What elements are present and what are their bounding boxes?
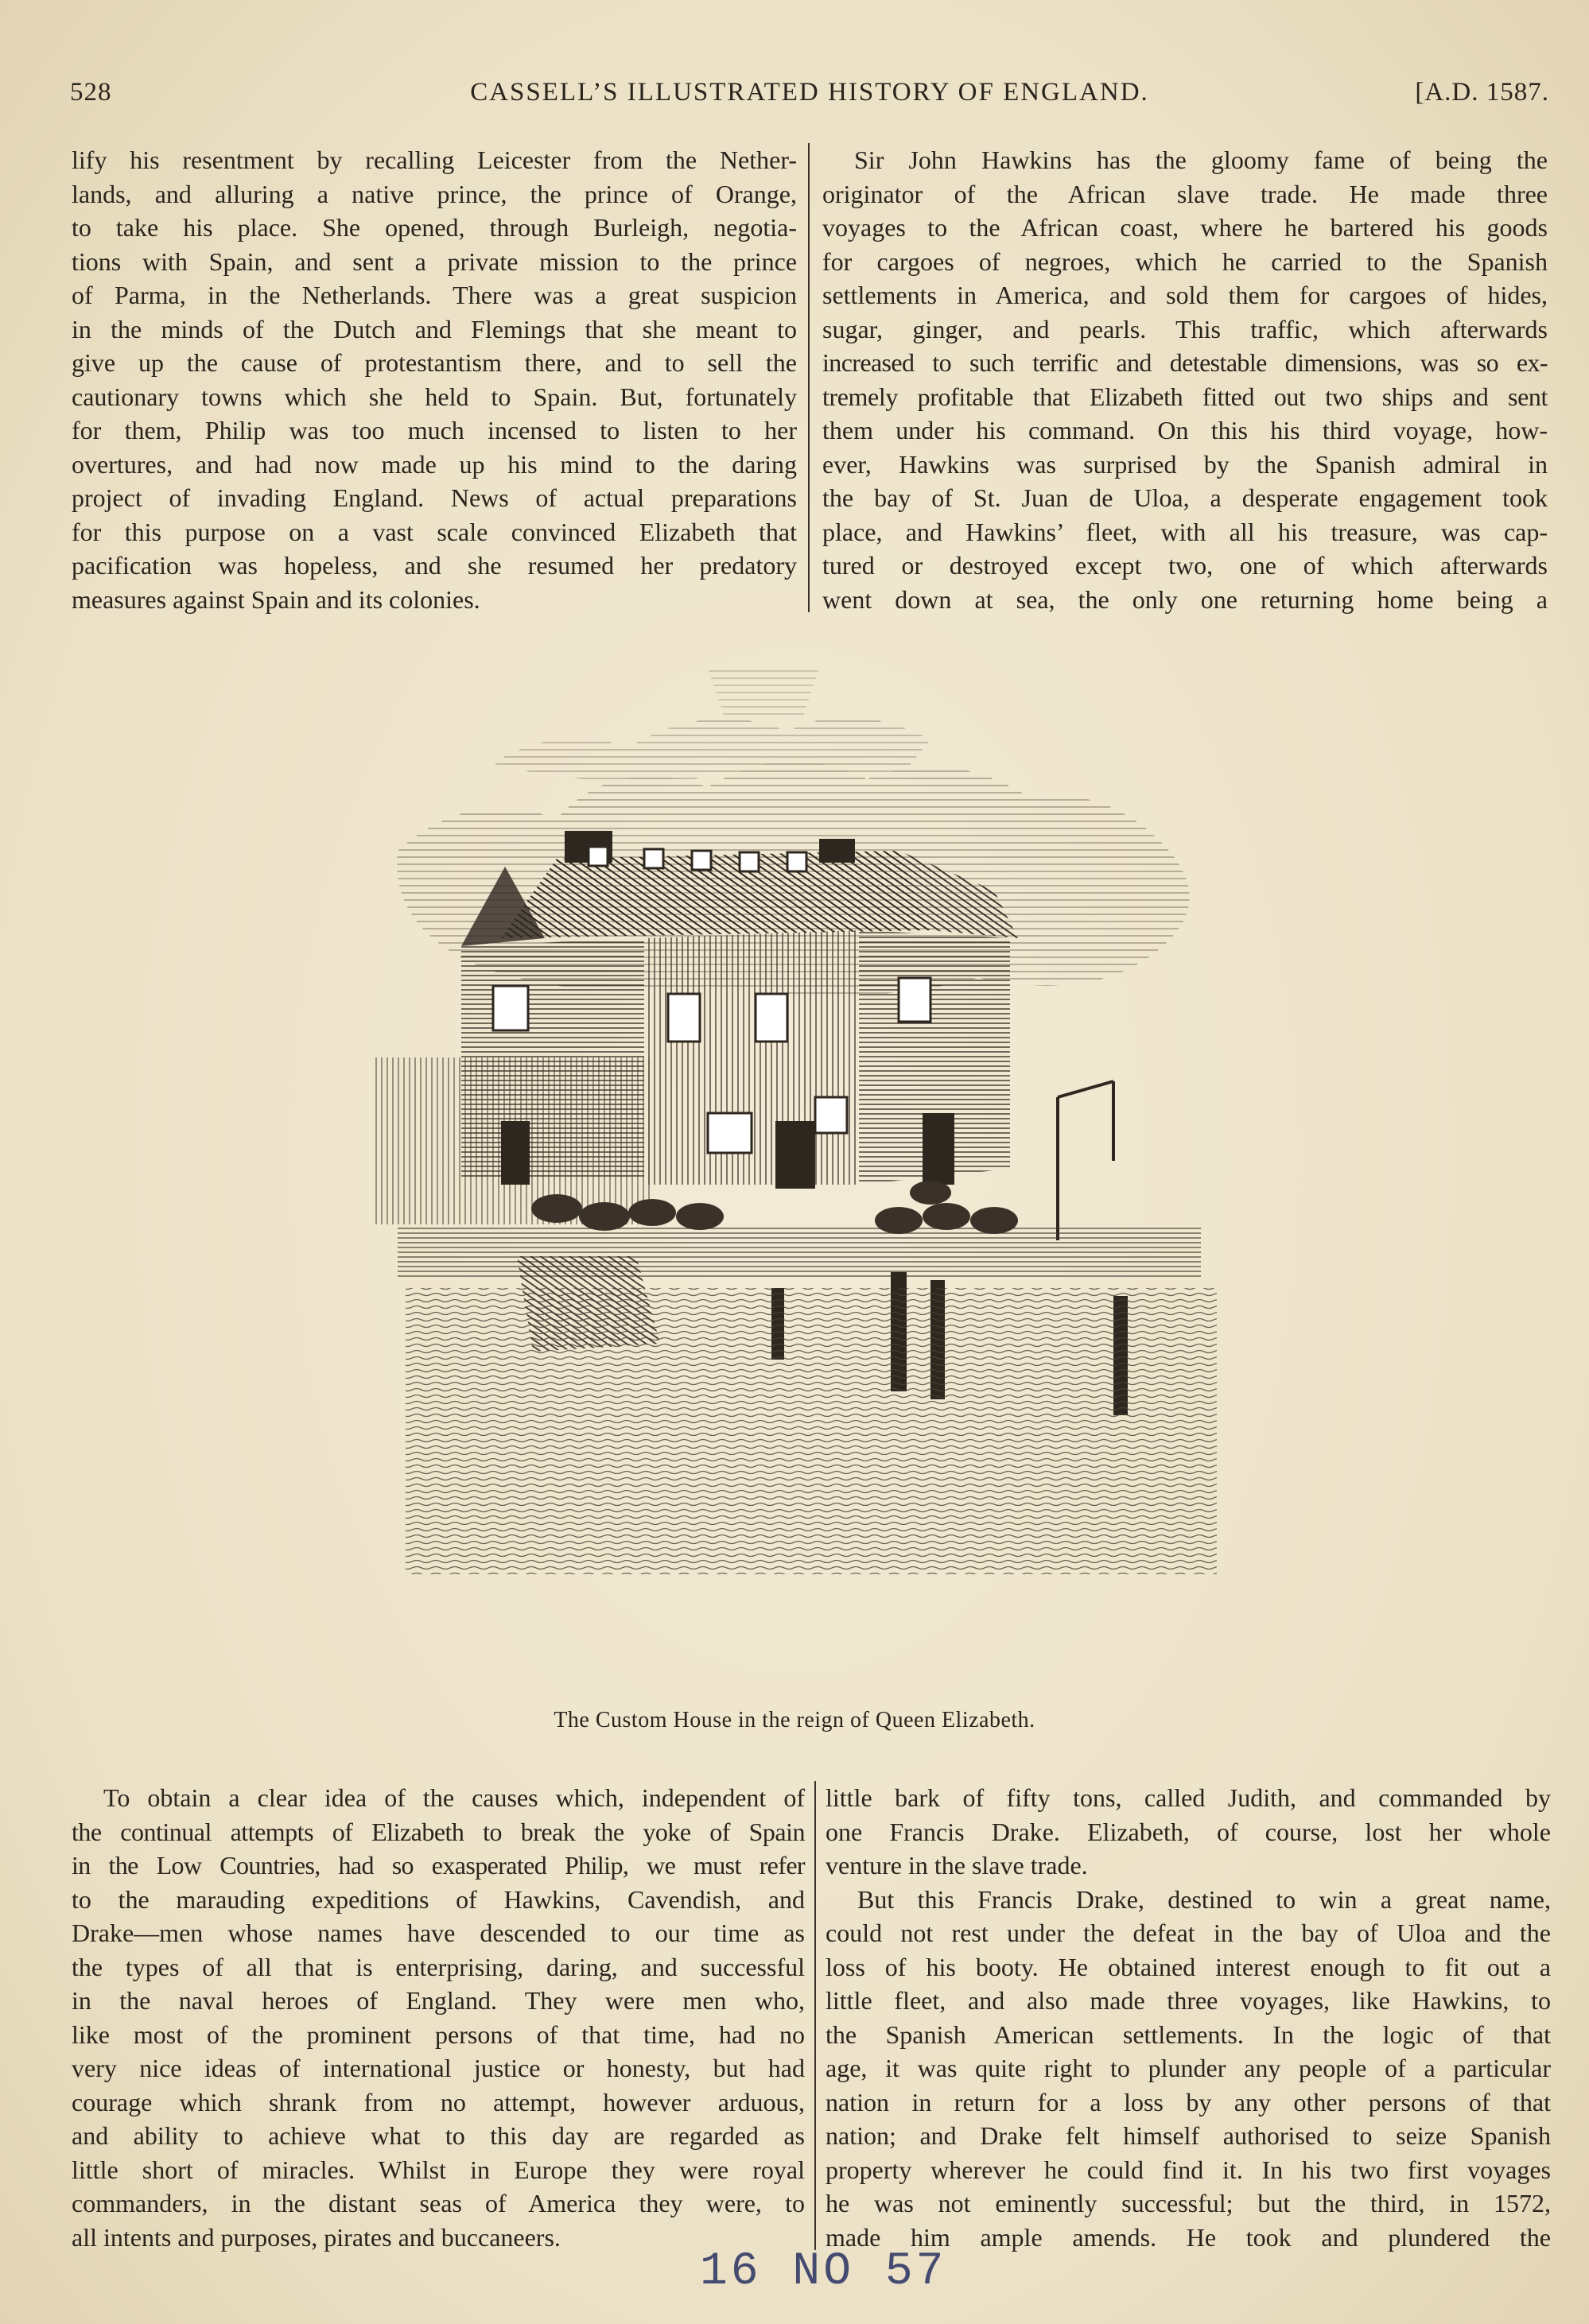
text-line: like most of the prominent persons of that time, had no — [72, 2019, 805, 2049]
text-line: Sir John Hawkins has the gloomy fame of being the — [854, 145, 1548, 174]
text-line: very nice ideas of international justice or honesty, but had — [72, 2054, 805, 2082]
text-line: in the Low Countries, had so exasperated Philip, we must refer — [72, 1851, 805, 1880]
text-line: loss of his booty. He obtained interest enough to fit out a — [826, 1952, 1551, 1981]
text-line: give up the cause of protestantism there, and to sell the — [72, 348, 797, 377]
quay-wall — [398, 1224, 1201, 1280]
text-line: to the marauding expeditions of Hawkins, Cavendish, and — [72, 1884, 805, 1914]
text-line: lify his resentment by recalling Leicester from the Nether- — [72, 145, 797, 174]
text-line: little bark of fifty tons, called Judith, and commanded by — [826, 1783, 1551, 1812]
text-line: tremely profitable that Elizabeth fitted out two ships and sent — [822, 382, 1548, 411]
text-line: went down at sea, the only one returning home being a — [822, 584, 1548, 614]
text-line: the types of all that is enterprising, daring, and successful — [72, 1952, 805, 1981]
river-water — [406, 1288, 1217, 1574]
text-line: the Spanish American settlements. In the logic of that — [826, 2019, 1551, 2049]
running-header — [70, 78, 1549, 118]
library-date-stamp: 16 NO 57 — [700, 2246, 947, 2298]
text-line: cautionary towns which she held to Spain. But, fortunately — [72, 382, 797, 411]
text-line: But this Francis Drake, destined to win a great name, — [857, 1884, 1551, 1914]
text-line: lands, and alluring a native prince, the prince of Orange, — [72, 179, 797, 208]
text-line: them under his command. On this his third voyage, how- — [822, 416, 1548, 444]
text-line: for cargoes of negroes, which he carried to the Spanish — [822, 246, 1548, 276]
text-line: little short of miracles. Whilst in Europe they were royal — [72, 2155, 805, 2184]
text-line: nation; and Drake felt himself authorised to seize Spanish — [826, 2121, 1551, 2150]
text-line: increased to such terrific and detestable dimensions, was so ex- — [822, 348, 1548, 377]
illustration-caption: The Custom House in the reign of Queen Elizabeth. — [554, 1708, 1035, 1732]
column-rule-bottom — [814, 1781, 816, 2250]
page-number: 528 — [70, 78, 112, 107]
text-line: venture in the slave trade. — [826, 1851, 1088, 1880]
text-line: tured or destroyed except two, one of which afterwards — [822, 551, 1548, 580]
text-line: all intents and purposes, pirates and buccaneers. — [72, 2222, 561, 2252]
text-line: for them, Philip was too much incensed to listen to her — [72, 416, 797, 444]
text-line: commanders, in the distant seas of America they were, to — [72, 2189, 805, 2217]
text-line: and ability to achieve what to this day are regarded as — [72, 2121, 805, 2150]
text-column-top-left — [72, 143, 797, 616]
text-line: property wherever he could find it. In his two first voyages — [826, 2155, 1551, 2184]
header-date: [A.D. 1587. — [1415, 78, 1549, 107]
text-line: could not rest under the defeat in the bay of Uloa and the — [826, 1919, 1551, 1947]
text-line: of Parma, in the Netherlands. There was a great suspicion — [72, 281, 797, 309]
text-line: the continual attempts of Elizabeth to break the yoke of Spain — [72, 1817, 805, 1846]
text-line: he was not eminently successful; but the third, in 1572, — [826, 2189, 1551, 2217]
text-line: courage which shrank from no attempt, however arduous, — [72, 2087, 805, 2116]
text-line: originator of the African slave trade. He made three — [822, 179, 1548, 208]
text-line: made him ample amends. He took and plundered the — [826, 2222, 1551, 2252]
text-line: project of invading England. News of actual preparations — [72, 483, 797, 512]
text-column-bottom-right — [826, 1781, 1551, 2254]
text-line: age, it was quite right to plunder any people of a particular — [826, 2054, 1551, 2082]
custom-house-engraving — [374, 668, 1249, 1678]
column-rule-top — [808, 143, 810, 612]
text-line: in the naval heroes of England. They were men who, — [72, 1986, 805, 2015]
text-line: one Francis Drake. Elizabeth, of course, lost her whole — [826, 1817, 1551, 1846]
text-line: Drake—men whose names have descended to our time as — [72, 1919, 805, 1947]
text-line: for this purpose on a vast scale convinced Elizabeth that — [72, 517, 797, 546]
text-line: sugar, ginger, and pearls. This traffic, which afterwards — [822, 314, 1548, 343]
text-column-top-right — [822, 143, 1548, 616]
text-line: overtures, and had now made up his mind to the daring — [72, 449, 797, 479]
text-line: in the minds of the Dutch and Flemings that she meant to — [72, 314, 797, 343]
text-line: little fleet, and also made three voyages, like Hawkins, to — [826, 1986, 1551, 2015]
text-column-bottom-left — [72, 1781, 805, 2254]
text-line: ever, Hawkins was surprised by the Spanish admiral in — [822, 449, 1548, 479]
text-line: nation in return for a loss by any other persons of that — [826, 2087, 1551, 2116]
text-line: the bay of St. Juan de Uloa, a desperate engagement took — [822, 483, 1548, 512]
text-line: To obtain a clear idea of the causes which, independent of — [103, 1783, 805, 1812]
text-line: tions with Spain, and sent a private mission to the prince — [72, 246, 797, 276]
book-title: CASSELL’S ILLUSTRATED HISTORY OF ENGLAND. — [470, 78, 1149, 107]
text-line: to take his place. She opened, through Burleigh, negotia- — [72, 213, 797, 242]
text-line: measures against Spain and its colonies. — [72, 584, 480, 614]
text-line: settlements in America, and sold them for cargoes of hides, — [822, 281, 1548, 309]
text-line: place, and Hawkins’ fleet, with all his treasure, was cap- — [822, 517, 1548, 546]
text-line: pacification was hopeless, and she resumed her predatory — [72, 551, 797, 580]
text-line: voyages to the African coast, where he bartered his goods — [822, 213, 1548, 242]
